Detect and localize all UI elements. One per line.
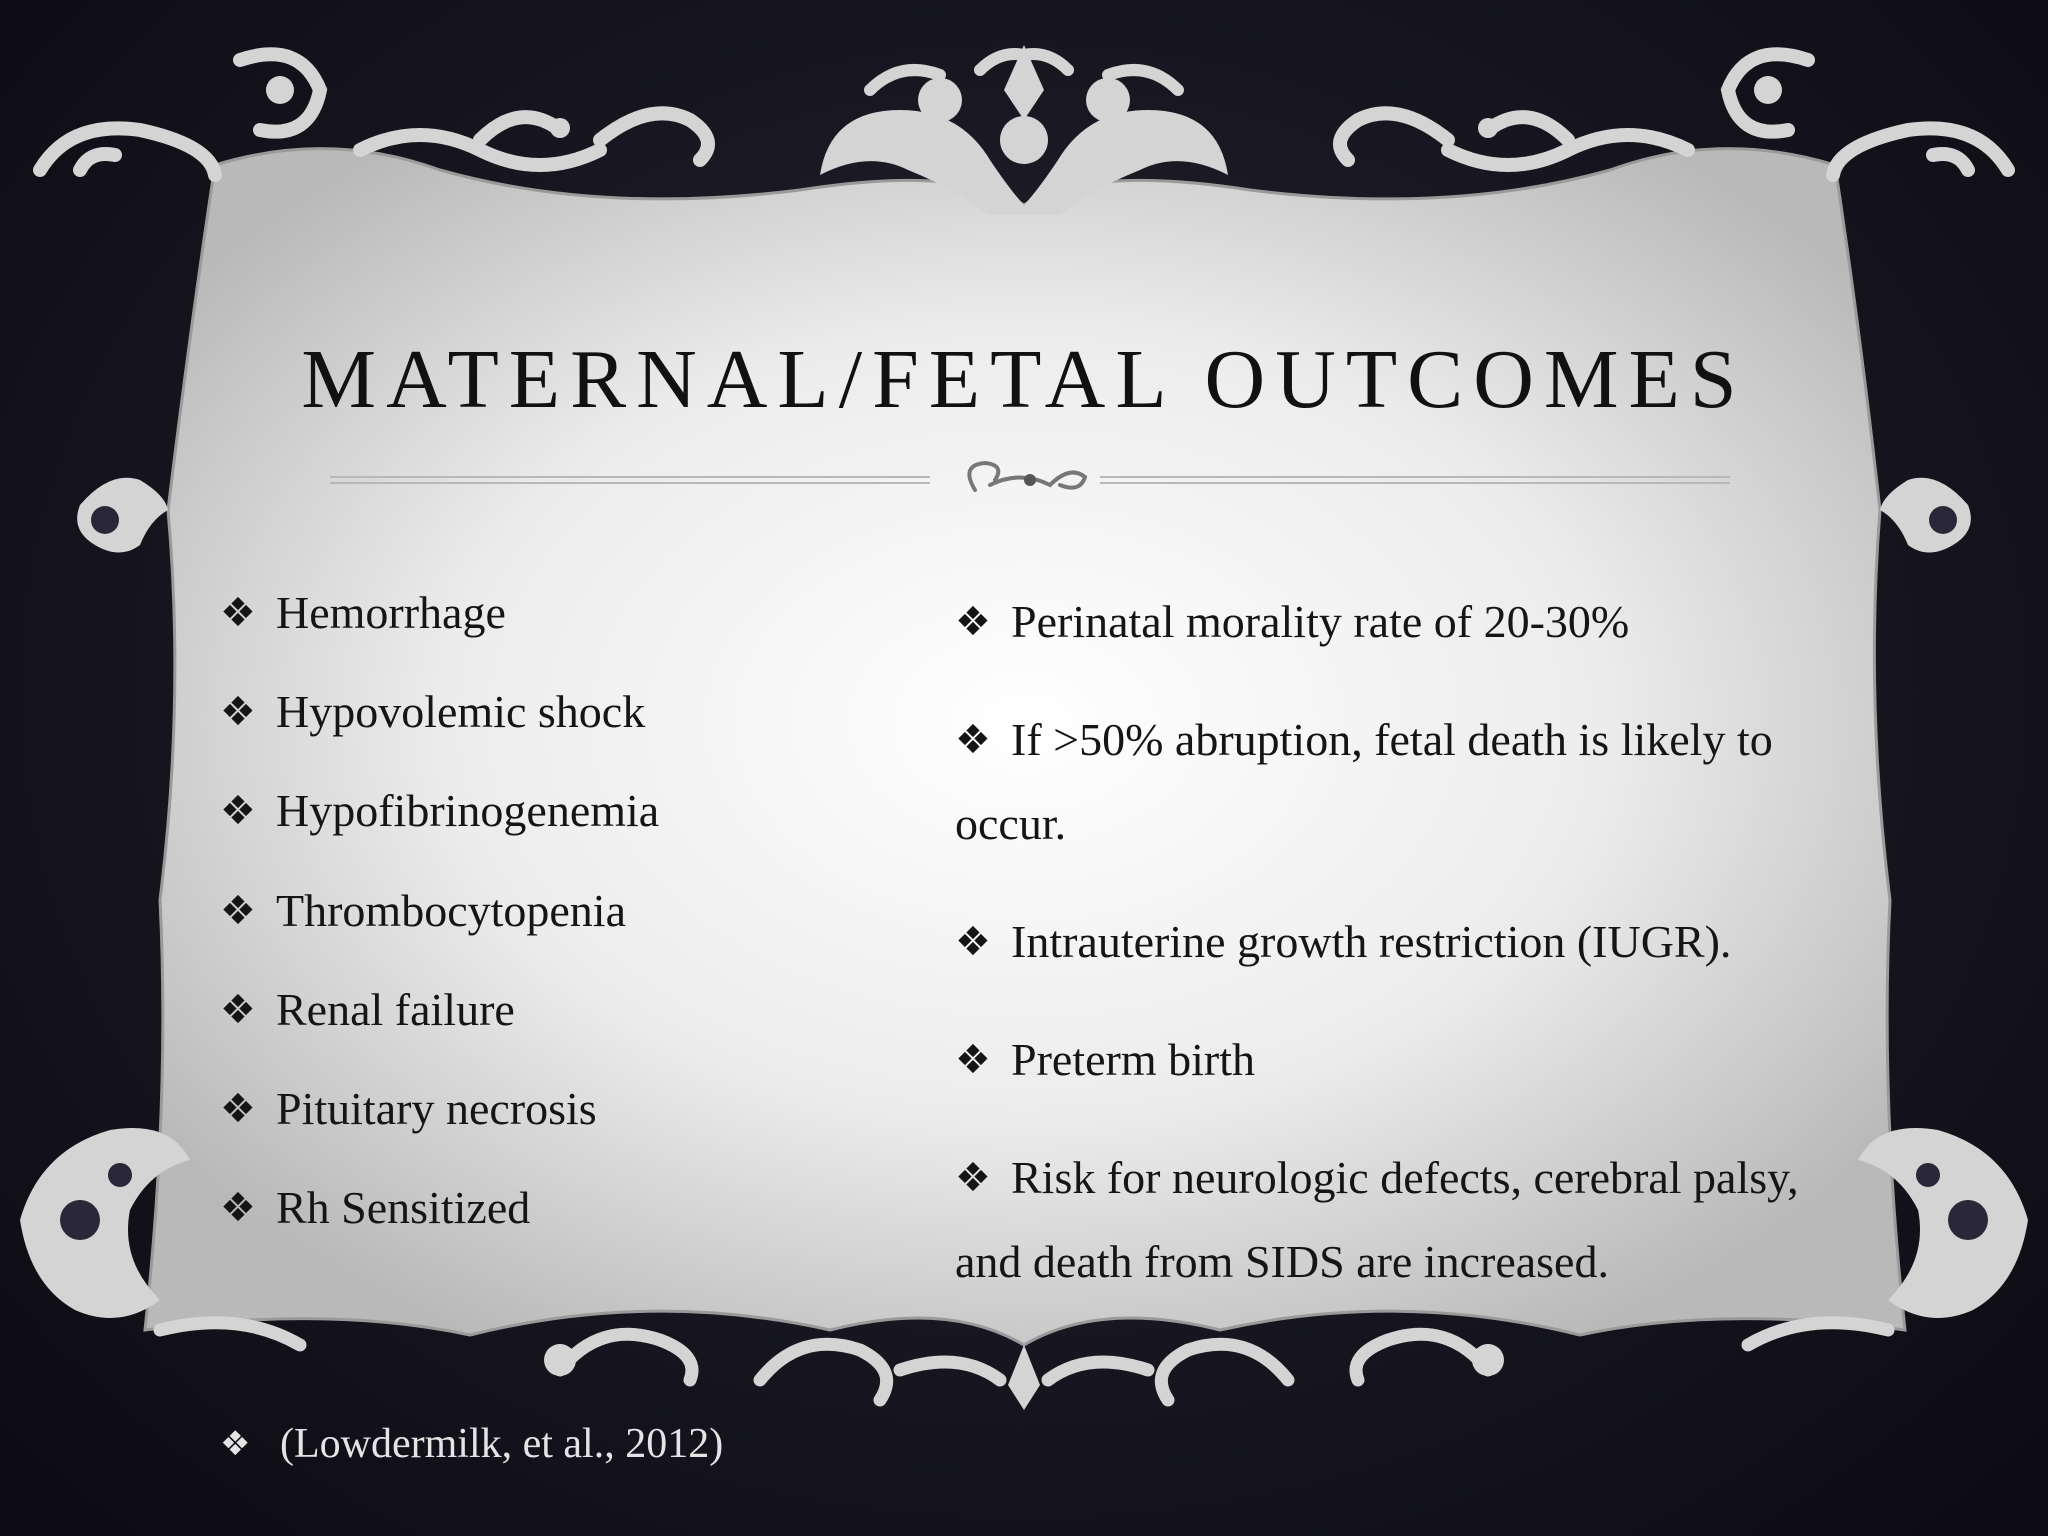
list-item: ❖ Thrombocytopenia: [220, 884, 627, 936]
list-item: ❖ Hypovolemic shock: [220, 686, 646, 738]
bullet-icon: ❖: [955, 599, 991, 645]
left-side-ornament: [77, 478, 168, 553]
list-item: ❖ Pituitary necrosis: [220, 1082, 597, 1134]
bullet-icon: ❖: [220, 689, 256, 736]
list-item: ❖ Renal failure: [220, 983, 515, 1035]
bullet-icon: ❖: [955, 1155, 991, 1201]
list-item: ❖ Hypofibrinogenemia: [220, 785, 660, 837]
title-divider: [330, 455, 1730, 505]
bottom-center-ornament: [1008, 1345, 1040, 1410]
right-side-ornament: [1880, 478, 1971, 553]
list-item: ❖ Risk for neurologic defects, cerebral palsy, and death from SIDS are increased.: [955, 1136, 1815, 1304]
list-item: ❖ Preterm birth: [955, 1018, 1815, 1102]
list-item: ❖ Perinatal morality rate of 20-30%: [955, 580, 1815, 664]
list-item: ❖ If >50% abruption, fetal death is likely to occur.: [955, 698, 1815, 866]
list-item: ❖ Rh Sensitized: [220, 1182, 531, 1234]
bullet-icon: ❖: [220, 1085, 256, 1132]
bullet-icon: ❖: [220, 788, 256, 835]
bullet-icon: ❖: [220, 986, 256, 1033]
bullet-icon: ❖: [220, 887, 256, 934]
maternal-outcomes-list: [220, 585, 980, 1279]
list-item: ❖ Hemorrhage: [220, 587, 506, 638]
fetal-outcomes-list: [955, 580, 1815, 1338]
bullet-icon: ❖: [220, 1185, 256, 1232]
bullet-icon: ❖: [220, 590, 256, 636]
bullet-icon: ❖: [955, 1037, 991, 1083]
list-item: ❖ Intrauterine growth restriction (IUGR).: [955, 900, 1815, 984]
bullet-icon: ❖: [955, 919, 991, 965]
citation: ❖ (Lowdermilk, et al., 2012): [220, 1421, 724, 1467]
bullet-icon: ❖: [220, 1424, 251, 1464]
slide-title: MATERNAL/FETAL OUTCOMES: [301, 333, 1747, 426]
bullet-icon: ❖: [955, 717, 991, 763]
